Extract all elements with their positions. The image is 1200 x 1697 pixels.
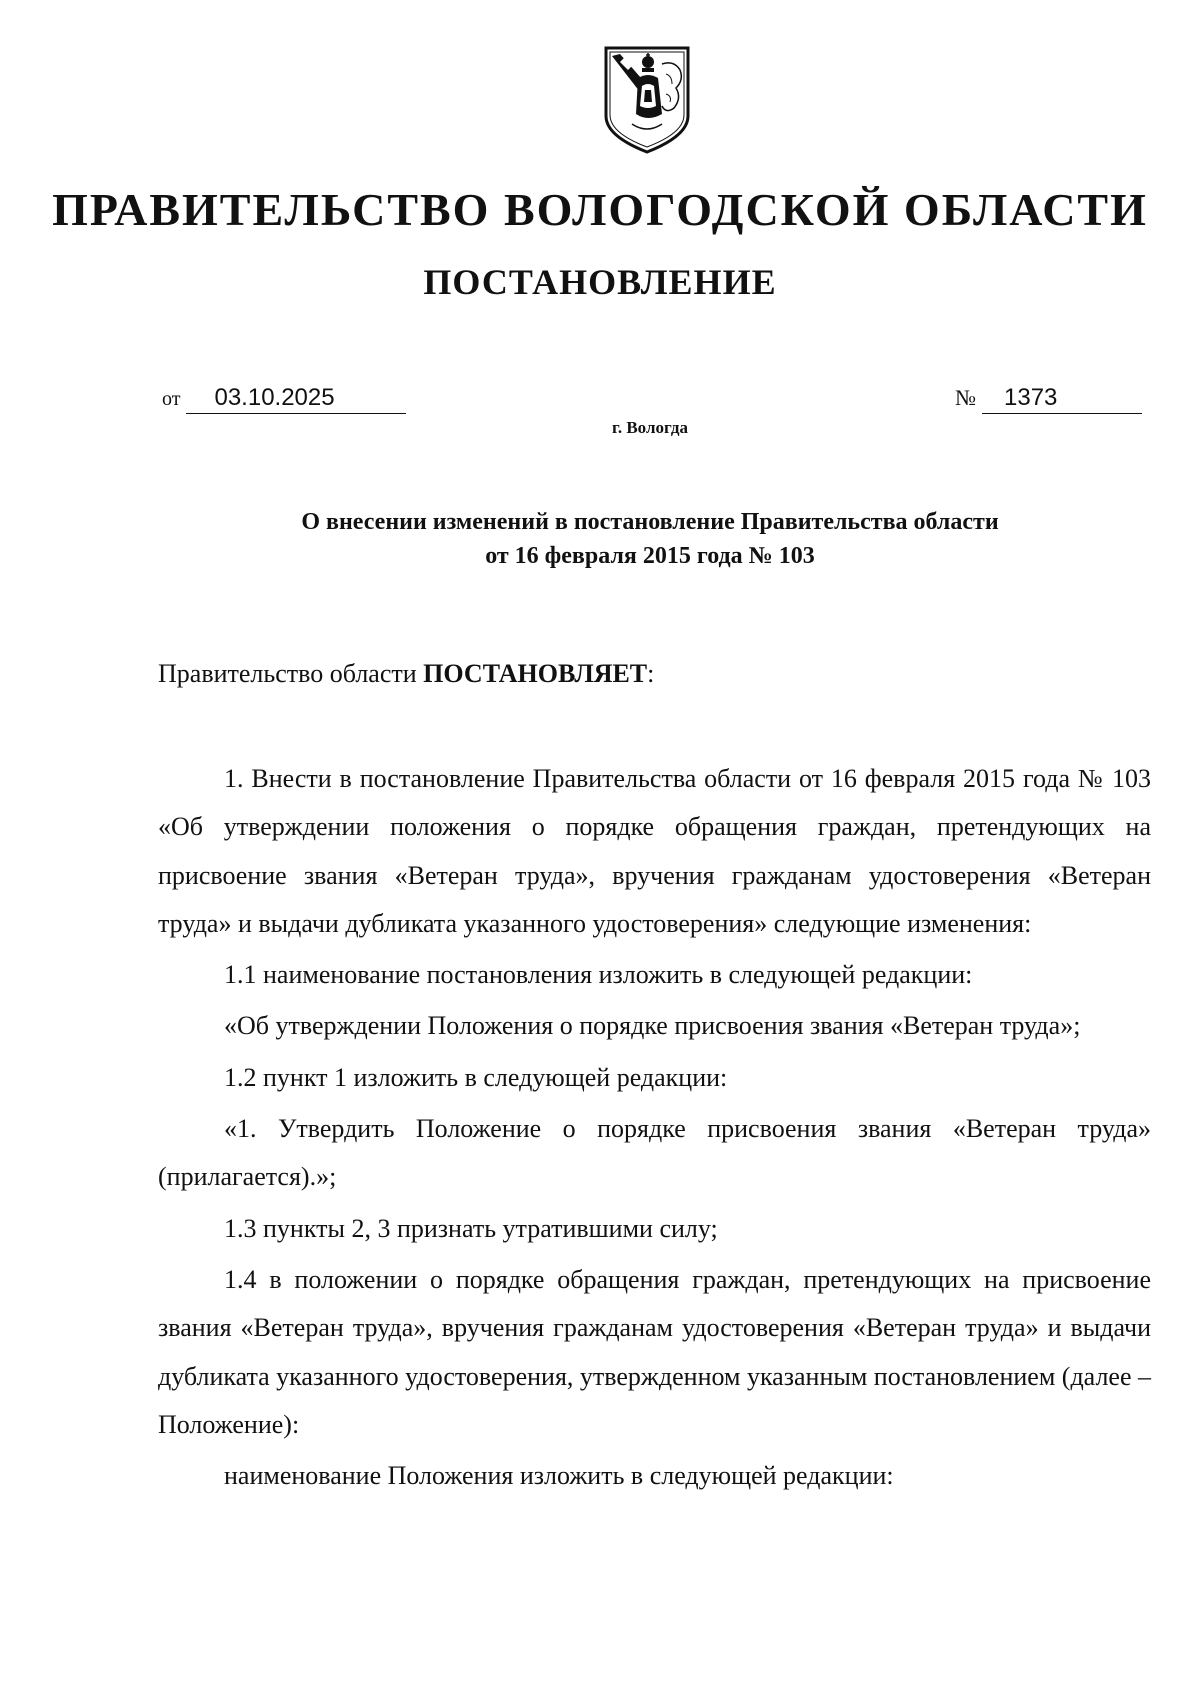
document-type: ПОСТАНОВЛЕНИЕ [423, 262, 777, 302]
document-subject [100, 505, 1200, 573]
preamble-tail: : [647, 659, 655, 688]
paragraph-1-4: 1.4 в положении о порядке обращения граждан, претендующих на присвоение звания «Ветеран труда», вручения гражданам удостоверения «Ветеран труда» и выдачи дубликата указанного удостоверения, утвержденном указанным постановлением (далее – Положение): [158, 1264, 1152, 1439]
number-prefix: № [955, 385, 976, 410]
document-number [955, 383, 1142, 414]
org-title: ПРАВИТЕЛЬСТВО ВОЛОГОДСКОЙ ОБЛАСТИ [52, 184, 1148, 235]
document-body [158, 755, 1151, 1500]
date-prefix: от [162, 388, 181, 410]
city: г. Вологда [612, 418, 688, 437]
date-value: 03.10.2025 [186, 383, 406, 414]
subject-line-1: О внесении изменений в постановление Правительства области [301, 509, 999, 535]
coat-of-arms-icon [602, 44, 692, 156]
document-date [162, 383, 406, 417]
paragraph-1-1: 1.1 наименование постановления изложить в следующей редакции: [224, 960, 973, 990]
paragraph-1-3: 1.3 пункты 2, 3 признать утратившими силу; [224, 1213, 718, 1243]
paragraph-1-2-text: «1. Утвердить Положение о порядке присвоения звания «Ветеран труда» (прилагается).»; [158, 1114, 1151, 1192]
paragraph-1-4-name: наименование Положения изложить в следующей редакции: [224, 1461, 894, 1491]
paragraph-1: 1. Внести в постановление Правительства области от 16 февраля 2015 года № 103 «Об утверждении положения о порядке обращения граждан, претендующих на присвоение звания «Ветеран труда», вручения гражданам удостоверения «Ветеран труда» и выдачи дубликата указанного удостоверения» следующие изменения: [158, 764, 1151, 938]
paragraph-1-2: 1.2 пункт 1 изложить в следующей редакции: [224, 1062, 728, 1092]
number-value: 1373 [982, 383, 1142, 414]
preamble-verb: ПОСТАНОВЛЯЕТ [423, 659, 648, 688]
preamble-lead: Правительство области [158, 659, 424, 688]
subject-line-2: от 16 февраля 2015 года № 103 [485, 543, 815, 569]
preamble [158, 657, 654, 691]
paragraph-1-1-text: «Об утверждении Положения о порядке присвоения звания «Ветеран труда»; [224, 1011, 1081, 1041]
